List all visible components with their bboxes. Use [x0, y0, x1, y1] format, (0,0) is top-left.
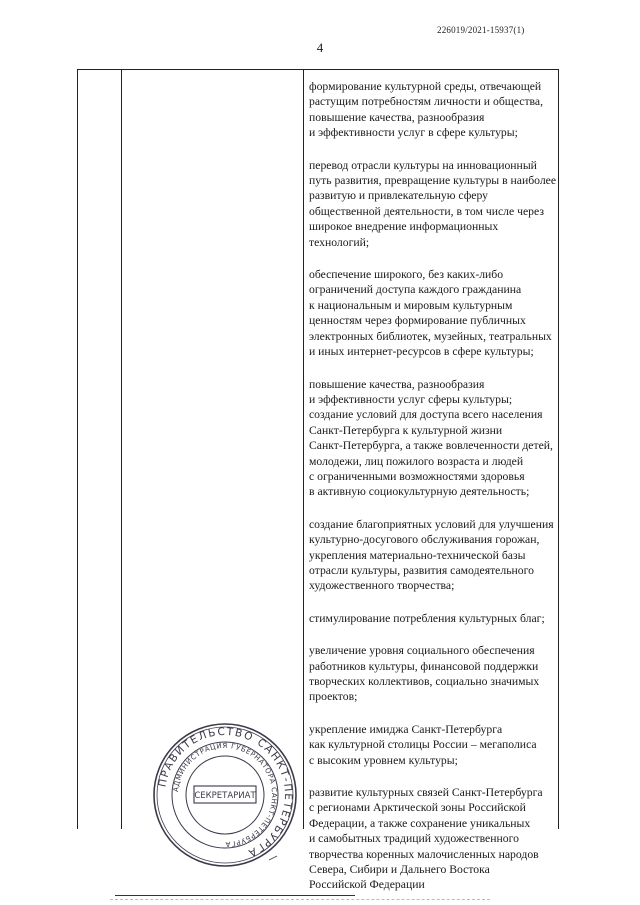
goal-item-line: укрепления материально-технической базы: [309, 548, 526, 562]
goal-item-line: электронных библиотек, музейных, театральных: [309, 329, 552, 343]
goal-item: [309, 267, 555, 359]
document-registration-number: 226019/2021-15937(1): [437, 25, 525, 35]
goal-item-line: с регионами Арктической зоны Российской: [309, 801, 526, 815]
goal-item: [309, 643, 555, 705]
goal-item-line: перевод отрасли культуры на инновационный: [309, 158, 537, 172]
goal-item: [309, 722, 555, 768]
goal-item: [309, 158, 555, 250]
goal-item-line: повышение качества, разнообразия: [309, 110, 485, 124]
goal-item-line: и эффективности услуг в сфере культуры;: [309, 126, 518, 140]
goal-item-line: с ограниченными возможностями здоровья: [309, 469, 525, 483]
goal-item-line: ограничений доступа каждого гражданина: [309, 283, 522, 297]
goal-item-line: Севера, Сибири и Дальнего Востока: [309, 863, 490, 877]
goal-item-line: ценностям через формирование публичных: [309, 314, 526, 328]
table-column-divider-2: [303, 69, 304, 829]
goal-item-line: технологий;: [309, 235, 370, 249]
seal-center-text: СЕКРЕТАРИАТ: [194, 791, 256, 801]
goal-item-line: создание благоприятных условий для улучшения: [309, 517, 554, 531]
goal-item-line: обеспечение широкого, без каких-либо: [309, 268, 504, 282]
goal-item-line: и эффективности услуг сферы культуры;: [309, 392, 513, 406]
goal-item: [309, 611, 555, 626]
goal-item-line: создание условий для доступа всего населения: [309, 408, 543, 422]
goal-item-line: художественного творчества;: [309, 579, 455, 593]
goal-item: [309, 517, 555, 594]
goals-cell-content: [309, 79, 555, 893]
goal-item-line: повышение качества, разнообразия: [309, 377, 485, 391]
goal-item-line: растущим потребностям личности и общества,: [309, 95, 544, 109]
goal-item-line: проектов;: [309, 690, 358, 704]
goal-item-line: и иных интернет-ресурсов в сфере культуры;: [309, 345, 534, 359]
goal-item: [309, 785, 555, 893]
seal-outer-ring-text: ПРАВИТЕЛЬСТВО САНКТ-ПЕТЕРБУРГА: [156, 725, 295, 860]
goal-item-line: творчества коренных малочисленных народов: [309, 847, 539, 861]
goal-item-line: развитую и привлекательную сферу: [309, 189, 489, 203]
goal-item-line: и самобытных традиций художественного: [309, 832, 519, 846]
goal-item-line: Федерации, а также сохранение уникальных: [309, 816, 531, 830]
table-right-border: [558, 69, 559, 829]
goal-item-line: в активную социокультурную деятельность;: [309, 485, 530, 499]
goal-item-line: Санкт-Петербурга, а также вовлеченности детей,: [309, 439, 553, 453]
goal-item-line: увеличение уровня социального обеспечения: [309, 644, 535, 658]
goal-item-line: с высоким уровнем культуры;: [309, 753, 458, 767]
bottom-scan-dashes: [110, 899, 490, 900]
page-number: 4: [316, 40, 324, 55]
goal-item-line: творческих коллективов, социально значимых: [309, 675, 540, 688]
goal-item-line: отрасли культуры, развития самодеятельного: [309, 563, 534, 577]
table-column-divider-1: [121, 69, 122, 829]
goal-item-line: широкое внедрение информационных: [309, 220, 499, 234]
goal-item-line: Российской Федерации: [309, 878, 425, 892]
goal-item-line: путь развития, превращение культуры в наиболее: [309, 174, 557, 188]
goal-item-line: Санкт-Петербурга к культурной жизни: [309, 423, 503, 437]
goal-item-line: развитие культурных связей Санкт-Петербурга: [309, 786, 543, 800]
goal-item-line: к национальным и мировым культурным: [309, 298, 513, 312]
table-left-border: [77, 69, 78, 829]
goal-item-line: как культурной столицы России – мегаполиса: [309, 738, 537, 752]
seal-inner-ring-text: АДМИНИСТРАЦИЯ ГУБЕРНАТОРА САНКТ-ПЕТЕРБУРГА: [172, 741, 279, 849]
goal-item-line: стимулирование потребления культурных благ;: [309, 611, 545, 625]
goal-item-line: общественной деятельности, в том числе через: [309, 204, 544, 218]
goal-item-line: укрепление имиджа Санкт-Петербурга: [309, 722, 503, 736]
goal-item: [309, 79, 555, 141]
official-seal: [150, 720, 300, 870]
table-top-border: [77, 69, 559, 70]
goal-item-line: культурно-досугового обслуживания горожан,: [309, 533, 540, 547]
pen-stroke-mark: [268, 855, 278, 861]
bottom-scan-line: [115, 895, 355, 896]
goal-item: [309, 377, 555, 500]
goal-item-line: формирование культурной среды, отвечающей: [309, 80, 542, 93]
goal-item-line: работников культуры, финансовой поддержки: [309, 659, 539, 673]
goal-item-line: молодежи, лиц пожилого возраста и людей: [309, 454, 524, 468]
